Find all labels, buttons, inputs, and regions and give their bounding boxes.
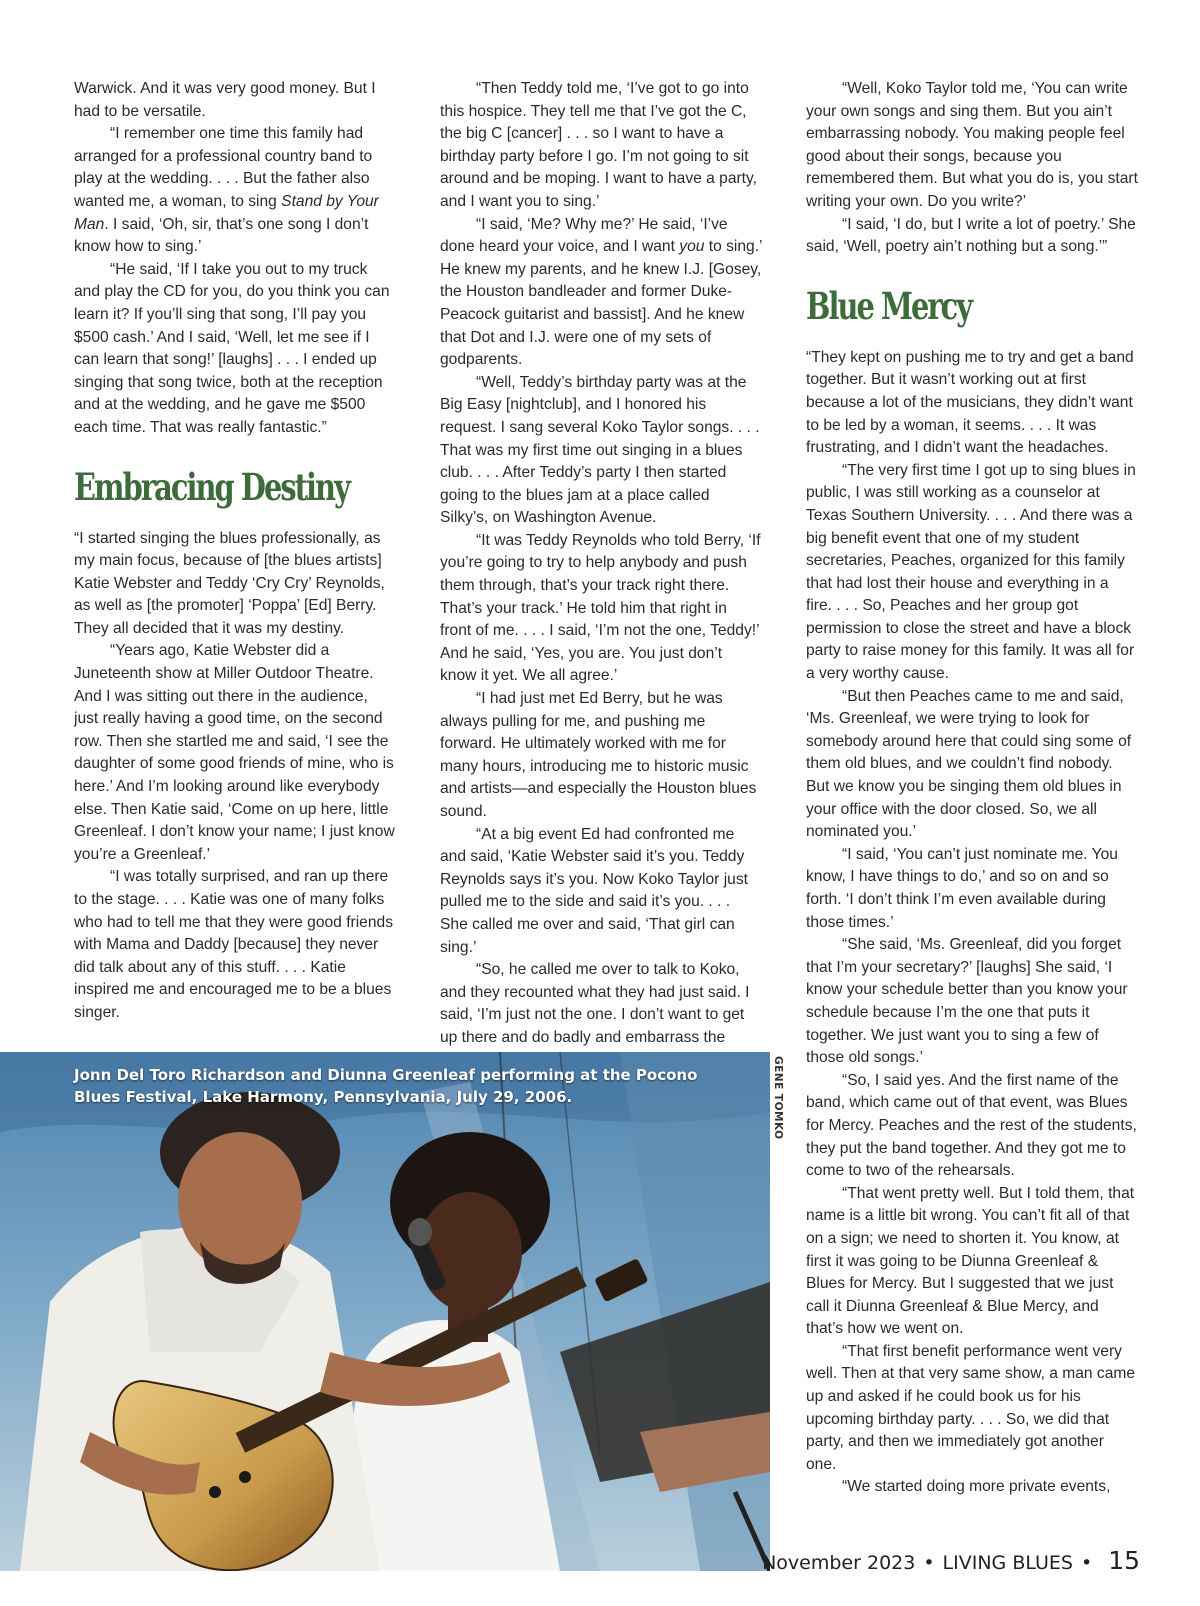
- paragraph: “I started singing the blues professionally, as my main focus, because of [the blues artists] Katie Webster and Teddy ‘Cry Cry’ Reynolds, as well as [the promoter] ‘Poppa’ [Ed] Berry. They all decided that it was my destiny.: [74, 529, 385, 637]
- article-column-2: [440, 78, 762, 1072]
- paragraph: “I said, ‘Me? Why me?’ He said, ‘I’ve done heard your voice, and I want you to sing.’ He knew my parents, and he knew I.J. [Gosey, the Houston bandleader and former Duke-Peacock guitarist and bassist]. And he knew that Dot and I.J. were one of my sets of godparents.: [440, 215, 762, 369]
- paragraph: “At a big event Ed had confronted me and said, ‘Katie Webster said it’s you. Teddy Reynolds says it’s you. Now Koko Taylor just pulled me to the side and said it’s you. . . . She called me over and said, ‘That girl can sing.’: [440, 825, 748, 956]
- paragraph: “Years ago, Katie Webster did a Juneteenth show at Miller Outdoor Theatre. And I was sitting out there in the audience, just really having a good time, on the second row. Then she startled me and said, ‘I see the daughter of some good friends of mine, who is here.’ And I’m looking around like everybody else. Then Katie said, ‘Come on up here, little Greenleaf. I don’t know your name; I just know you’re a Greenleaf.’: [74, 642, 395, 863]
- paragraph: “He said, ‘If I take you out to my truck and play the CD for you, do you think you can learn it? If you’ll sing that song, I’ll pay you $500 cash.’ And I said, ‘Well, let me see if I can learn that song!’ [laughs] . . . I ended up singing that song twice, both at the reception and at the wedding, and he gave me $500 each time. That was really fantastic.”: [74, 260, 390, 436]
- performance-photo: [0, 1052, 770, 1571]
- paragraph: “It was Teddy Reynolds who told Berry, ‘If you’re going to try to help anybody and push them through, that’s your track right there. That’s your track.’ He told him that right in front of me. . . . I said, ‘I’m not the one, Teddy!’ And he said, ‘Yes, you are. You just don’t know it yet. We all agree.’: [440, 531, 761, 685]
- article-column-1: [74, 78, 396, 1025]
- article-column-3: [806, 78, 1138, 1499]
- photo-caption: Jonn Del Toro Richardson and Diunna Greenleaf performing at the Pocono Blues Festival, Lake Harmony, Pennsylvania, July 29, 2006.: [74, 1066, 698, 1106]
- bullet-separator: •: [923, 1552, 935, 1574]
- paragraph: “I remember one time this family had arranged for a professional country band to play at the wedding. . . . But the father also wanted me, a woman, to sing Stand by Your Man. I said, ‘Oh, sir, that’s one song I don’t know how to sing.’: [74, 125, 379, 256]
- paragraph: “I said, ‘I do, but I write a lot of poetry.’ She said, ‘Well, poetry ain’t nothing but a song.’”: [806, 215, 1136, 256]
- paragraph: “We started doing more private events,: [842, 1478, 1111, 1496]
- page-footer: [762, 1546, 1140, 1575]
- paragraph: “I had just met Ed Berry, but he was always pulling for me, and pushing me forward. He ultimately worked with me for many hours, introducing me to historic music and artists—and especially the Houston blues sound.: [440, 690, 757, 820]
- paragraph: “But then Peaches came to me and said, ‘Ms. Greenleaf, we were trying to look for somebody around here that could sing some of them old blues, and we couldn’t find nobody. But we know you be singing them old blues in your office with the door closed. So, we all nominated you.’: [806, 687, 1132, 841]
- paragraph: “That went pretty well. But I told them, that name is a little bit wrong. You can’t fit all of that on a sign; we need to shorten it. You know, at first it was going to be Diunna Greenleaf & Blues for Mercy. But I suggested that we just call it Diunna Greenleaf & Blue Mercy, and that’s how we went on.: [806, 1184, 1135, 1338]
- photo-credit: GENE TOMKO: [772, 1056, 784, 1140]
- section-heading-blue-mercy: Blue Mercy: [806, 283, 972, 328]
- paragraph: “She said, ‘Ms. Greenleaf, did you forget that I’m your secretary?’ [laughs] She said, ‘I know your schedule better than you know your schedule because I’m the one that puts it together. We just want you to sing a few of those old songs.’: [806, 936, 1128, 1067]
- page-number: 15: [1108, 1546, 1140, 1575]
- magazine-name: LIVING BLUES: [942, 1552, 1073, 1574]
- paragraph: Warwick. And it was very good money. But I had to be versatile.: [74, 80, 376, 120]
- paragraph: “They kept on pushing me to try and get a band together. But it wasn’t working out at first because a lot of the musicians, they didn’t want to be led by a woman, it seems. . . . It was frustrating, and I didn’t want the headaches.: [806, 348, 1134, 457]
- paragraph: “So, I said yes. And the first name of the band, which came out of that event, was Blues for Mercy. Peaches and the rest of the students, they put the band together. And they got me to come to two of the rehearsals.: [806, 1071, 1137, 1180]
- paragraph: “The very first time I got up to sing blues in public, I was still working as a counselor at Texas Southern University. . . . And there was a big benefit event that one of my student secretaries, Peaches, organized for this family that had lost their house and everything in a fire. . . . So, Peaches and her group got permission to close the street and have a block party to raise money for this family. It was all for a very worthy cause.: [806, 461, 1136, 683]
- paragraph: “I was totally surprised, and ran up there to the stage. . . . Katie was one of many folks who had to tell me that they were good friends with Mama and Daddy [because] they never did talk about any of this stuff. . . . Katie inspired me and encouraged me to be a blues singer.: [74, 868, 393, 1021]
- paragraph: “Well, Teddy’s birthday party was at the Big Easy [nightclub], and I honored his request. I sang several Koko Taylor songs. . . . That was my first time out singing in a blues club. . . . After Teddy’s party I then started going to the blues jam at a place called Silky’s, on Washington Avenue.: [440, 373, 760, 527]
- performance-photo-illustration: [0, 1052, 770, 1571]
- paragraph: “That first benefit performance went very well. Then at that very same show, a man came up and asked if he could book us for his upcoming birthday party. . . . So, we did that party, and then we immediately got another one.: [806, 1342, 1136, 1473]
- paragraph: “I said, ‘You can’t just nominate me. You know, I have things to do,’ and so on and so forth. ‘I don’t think I’m even available during those times.’: [806, 845, 1118, 931]
- paragraph: “So, he called me over to talk to Koko, and they recounted what they had just said. I said, ‘I’m just not the one. I don’t want to get up there and do badly and embarrass the: [440, 961, 750, 1046]
- bullet-separator: •: [1080, 1552, 1093, 1574]
- section-heading-embracing-destiny: Embracing Destiny: [74, 464, 349, 509]
- issue-date: November 2023: [762, 1552, 916, 1574]
- paragraph: “Then Teddy told me, ‘I’ve got to go into this hospice. They tell me that I’ve got the C, the big C [cancer] . . . so I want to have a birthday party before I go. I’m not going to sit around and be moping. I want to have a party, and I want you to sing.’: [440, 80, 757, 210]
- paragraph: “Well, Koko Taylor told me, ‘You can write your own songs and sing them. But you ain’t embarrassing nobody. You making people feel good about their songs, because you remembered them. But what you do is, you start writing your own. Do you write?’: [806, 80, 1138, 210]
